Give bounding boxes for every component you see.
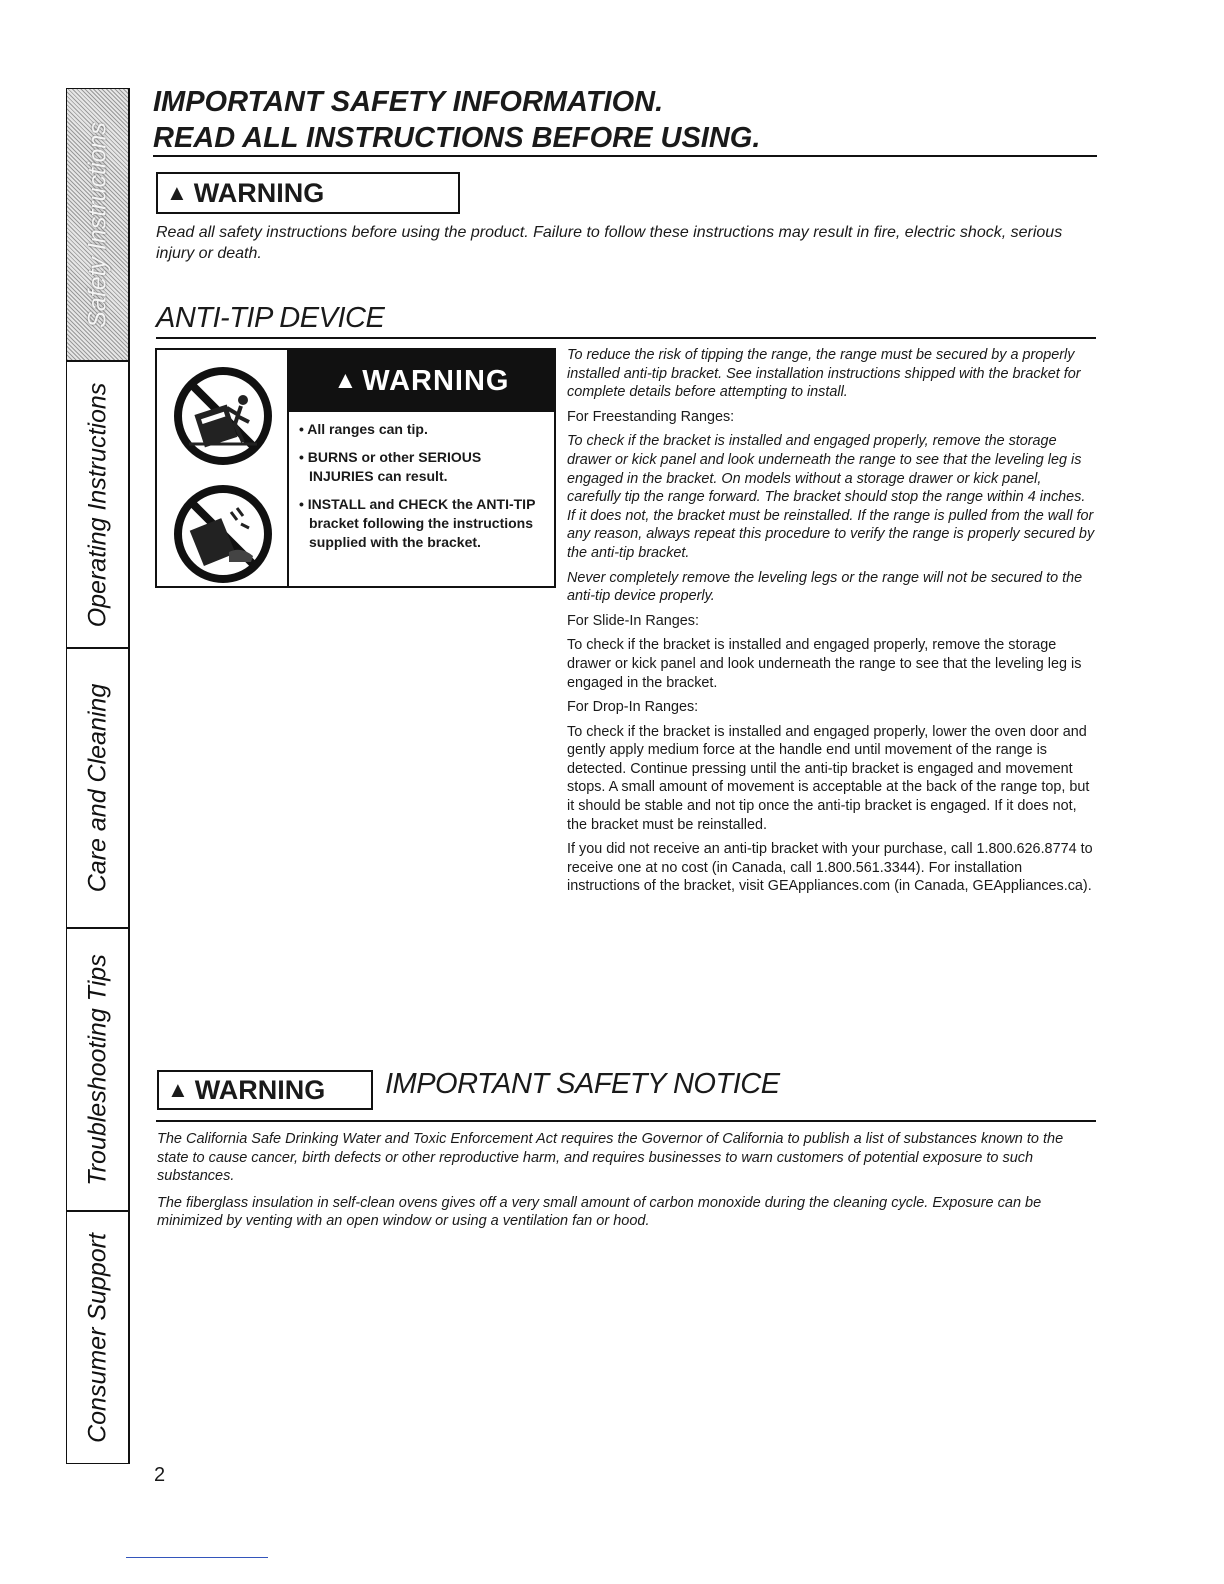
range-tipping-spill-icon — [171, 482, 275, 586]
warning-triangle-icon: ▲ — [166, 180, 188, 205]
warning-label: WARNING — [193, 177, 325, 208]
warning-triangle-icon: ▲ — [333, 367, 359, 394]
section-divider — [156, 337, 1096, 339]
footer-rule — [126, 1557, 268, 1558]
notice-divider — [156, 1120, 1096, 1122]
freestanding-text: To check if the bracket is installed and engaged properly, remove the storage drawer or kick panel and look underneath the range to see that the leveling leg is engaged in the bracket. On models without a storage drawer or kick panel, carefully tip the range forward. The bracket should stop the range within 4 inches. If it does not, the bracket must be reinstalled. If the range is pulled from the wall for any reason, always repeat this procedure to verify the range is properly secured by the anti-tip bracket. — [567, 433, 1095, 561]
notice-paragraph-1: The California Safe Drinking Water and Toxic Enforcement Act requires the Governor of California to publish a list of substances known to the state to cause cancer, birth defects or other reproductive harm, and requires businesses to warn customers of potential exposure to such substances. — [157, 1131, 1064, 1185]
notice-title: IMPORTANT SAFETY NOTICE — [385, 1068, 780, 1100]
page-number: 2 — [154, 1464, 166, 1486]
bullet-item: • INSTALL and CHECK the ANTI-TIP bracket following the instructions supplied with the bracket. — [299, 496, 536, 550]
tip-hazard-icons — [157, 350, 289, 586]
tab-label: Consumer Support — [83, 1232, 111, 1443]
contact-text: If you did not receive an anti-tip bracket with your purchase, call 1.800.626.8774 to receive one at no cost (in Canada, call 1.800.561.3344). For installation instructions of the bracket, visit GEAppliances.com (in Canada, GEAppliances.ca). — [567, 841, 1093, 895]
warning-label-box — [156, 172, 460, 214]
tab-label: Operating Instructions — [83, 382, 111, 627]
anti-tip-heading: ANTI-TIP DEVICE — [156, 302, 385, 334]
warning-triangle-icon: ▲ — [167, 1077, 189, 1102]
dropin-text: To check if the bracket is installed and engaged properly, lower the oven door and gently apply medium force at the handle end until movement of the range is detected. Continue pressing until the anti-tip bracket is engaged and movement stops. A small amount of movement is acceptable at the back of the range top, but it should be stable and not tip once the anti-tip bracket is engaged. If it does not, the bracket must be reinstalled. — [567, 723, 1090, 833]
tab-troubleshooting-tips[interactable] — [66, 928, 130, 1211]
never-remove-text: Never completely remove the leveling legs or the range will not be secured to the anti-tip device properly. — [567, 569, 1083, 605]
tab-safety-instructions[interactable] — [66, 88, 130, 361]
freestanding-heading: For Freestanding Ranges: — [567, 408, 735, 425]
notice-warning-box — [157, 1070, 373, 1110]
slidein-text: To check if the bracket is installed and engaged properly, remove the storage drawer or kick panel and look underneath the range to see that the leveling leg is engaged in the bracket. — [567, 637, 1082, 691]
tab-consumer-support[interactable] — [66, 1211, 130, 1464]
range-tipping-child-icon — [171, 364, 275, 468]
tab-care-and-cleaning[interactable] — [66, 648, 130, 928]
bullet-item: • BURNS or other SERIOUS INJURIES can result. — [299, 449, 482, 484]
warning-banner-label: WARNING — [362, 364, 510, 397]
title-line-2: READ ALL INSTRUCTIONS BEFORE USING. — [153, 122, 761, 154]
anti-tip-intro: To reduce the risk of tipping the range, the range must be secured by a properly installed anti-tip bracket. See installation instructions shipped with the bracket for complete details before attempting to install. — [567, 347, 1081, 401]
notice-body — [157, 1130, 1097, 1239]
warning-bullets — [299, 420, 549, 561]
slidein-heading: For Slide-In Ranges: — [567, 612, 699, 629]
anti-tip-warning-box — [155, 348, 556, 588]
side-navigation — [66, 88, 132, 1464]
tab-label: Safety Instructions — [83, 121, 111, 328]
tab-label: Troubleshooting Tips — [83, 953, 111, 1186]
title-line-1: IMPORTANT SAFETY INFORMATION. — [153, 86, 664, 118]
warning-banner — [289, 350, 554, 412]
notice-paragraph-2: The fiberglass insulation in self-clean ovens gives off a very small amount of carbon monoxide during the cleaning cycle. Exposure can be minimized by venting with an open window or using a ventilation fan or hood. — [157, 1194, 1042, 1230]
notice-warning-label: WARNING — [194, 1074, 326, 1105]
tab-operating-instructions[interactable] — [66, 361, 130, 648]
anti-tip-instructions — [567, 346, 1097, 902]
tab-label: Care and Cleaning — [83, 683, 111, 893]
bullet-item: • All ranges can tip. — [299, 421, 428, 437]
page-title — [153, 84, 760, 156]
title-divider — [153, 155, 1097, 157]
warning-intro-text: Read all safety instructions before using the product. Failure to follow these instructions may result in fire, electric shock, serious injury or death. — [156, 224, 1063, 262]
dropin-heading: For Drop-In Ranges: — [567, 699, 699, 716]
